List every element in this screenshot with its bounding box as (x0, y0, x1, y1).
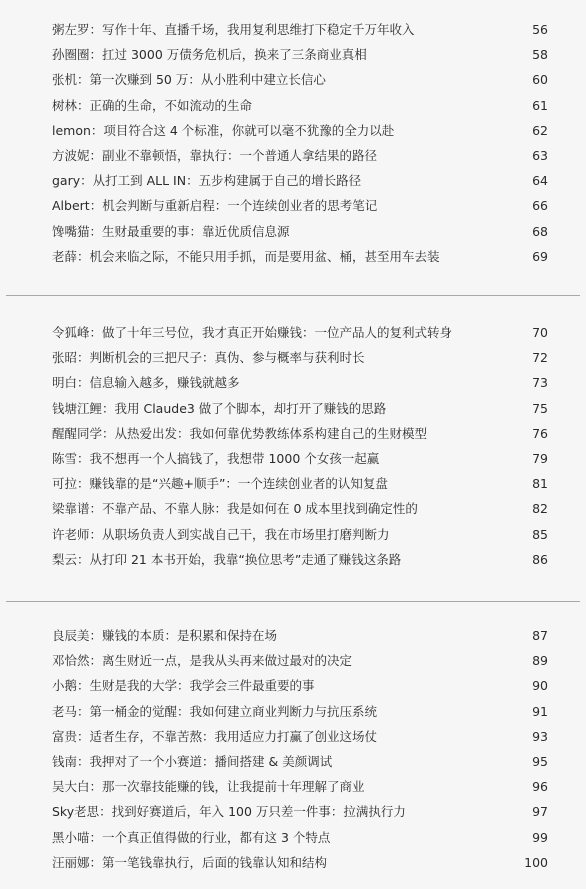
toc-entry[interactable] (0, 496, 586, 521)
toc-entry[interactable] (0, 168, 586, 193)
toc-entry[interactable] (0, 724, 586, 749)
entry-page-number: 68 (532, 223, 548, 239)
toc-entry[interactable] (0, 396, 586, 421)
entry-page-number: 100 (524, 854, 548, 870)
toc-entry[interactable] (0, 93, 586, 118)
toc-entry[interactable] (0, 648, 586, 673)
toc-entry[interactable] (0, 799, 586, 824)
toc-entry[interactable] (0, 673, 586, 698)
toc-entry[interactable] (0, 118, 586, 143)
entry-page-number: 89 (532, 653, 548, 669)
entry-page-number: 69 (532, 248, 548, 264)
entry-page-number: 66 (532, 198, 548, 214)
toc-section-1 (0, 17, 586, 269)
entry-page-number: 81 (532, 476, 548, 492)
entry-title: 方波妮：副业不靠顿悟，靠执行：一个普通人拿结果的路径 (52, 147, 378, 163)
toc-entry[interactable] (0, 825, 586, 850)
entry-title: 钱塘江鲤：我用 Claude3 做了个脚本，却打开了赚钱的思路 (52, 400, 387, 416)
toc-section-2 (0, 320, 586, 572)
toc-entry[interactable] (0, 471, 586, 496)
entry-title: 粥左罗：写作十年、直播千场，我用复利思维打下稳定千万年收入 (52, 22, 415, 37)
entry-page-number: 93 (532, 728, 548, 744)
toc-entry[interactable] (0, 143, 586, 168)
entry-title: 梨云：从打印 21 本书开始，我靠“换位思考”走通了赚钱这条路 (52, 551, 402, 567)
toc-entry[interactable] (0, 774, 586, 799)
entry-page-number: 79 (532, 450, 548, 466)
entry-page-number: 87 (532, 628, 548, 643)
entry-page-number: 72 (532, 350, 548, 366)
toc-entry[interactable] (0, 446, 586, 471)
toc-entry[interactable] (0, 320, 586, 345)
toc-entry[interactable] (0, 370, 586, 395)
entry-page-number: 96 (532, 779, 548, 795)
entry-title: 黑小喵：一个真正值得做的行业，都有这 3 个特点 (52, 829, 331, 845)
toc-entry[interactable] (0, 42, 586, 67)
entry-page-number: 63 (532, 147, 548, 163)
entry-title: 醒醒同学：从热爱出发：我如何靠优势教练体系构建自己的生财模型 (52, 425, 428, 441)
section-divider (6, 601, 580, 602)
toc-entry[interactable] (0, 244, 586, 269)
toc-entry[interactable] (0, 749, 586, 774)
entry-title: lemon：项目符合这 4 个标准，你就可以毫不犹豫的全力以赴 (52, 122, 395, 138)
entry-title: 张机：第一次赚到 50 万：从小胜利中建立长信心 (52, 72, 326, 88)
toc-entry[interactable] (0, 219, 586, 244)
toc-entry[interactable] (0, 623, 586, 648)
toc-entry[interactable] (0, 547, 586, 572)
entry-title: 许老师：从职场负责人到实战自己干，我在市场里打磨判断力 (52, 526, 390, 542)
entry-page-number: 91 (532, 703, 548, 719)
entry-page-number: 99 (532, 829, 548, 845)
entry-page-number: 73 (532, 375, 548, 391)
entry-title: 孙圈圈：扛过 3000 万债务危机后，换来了三条商业真相 (52, 47, 367, 63)
entry-page-number: 95 (532, 753, 548, 769)
entry-page-number: 76 (532, 425, 548, 441)
entry-title: 可拉：赚钱靠的是“兴趣+顺手”：一个连续创业者的认知复盘 (52, 476, 388, 492)
entry-title: 钱南：我押对了一个小赛道：播间搭建 & 美颜调试 (52, 753, 333, 769)
entry-title: Albert：机会判断与重新启程：一个连续创业者的思考笔记 (52, 198, 378, 214)
toc-entry[interactable] (0, 421, 586, 446)
entry-title: 小鹅：生财是我的大学：我学会三件最重要的事 (52, 678, 315, 694)
entry-page-number: 60 (532, 72, 548, 88)
entry-page-number: 90 (532, 678, 548, 694)
entry-title: 张昭：判断机会的三把尺子：真伪、参与概率与获利时长 (52, 350, 365, 366)
entry-page-number: 85 (532, 526, 548, 542)
entry-title: 树林：正确的生命，不如流动的生命 (52, 97, 253, 113)
entry-title: 明白：信息输入越多，赚钱就越多 (52, 375, 240, 391)
entry-page-number: 56 (532, 22, 548, 37)
toc-entry[interactable] (0, 17, 586, 42)
entry-page-number: 62 (532, 122, 548, 138)
entry-page-number: 64 (532, 173, 548, 189)
entry-title: 吴大白：那一次靠技能赚的钱，让我提前十年理解了商业 (52, 779, 365, 795)
entry-title: 令狐峰：做了十年三号位，我才真正开始赚钱：一位产品人的复利式转身 (52, 325, 453, 340)
entry-page-number: 86 (532, 551, 548, 567)
toc-entry[interactable] (0, 67, 586, 92)
toc-entry[interactable] (0, 193, 586, 218)
entry-title: Sky老思：找到好赛道后，年入 100 万只差一件事：拉满执行力 (52, 804, 406, 820)
entry-page-number: 75 (532, 400, 548, 416)
toc-section-3 (0, 623, 586, 875)
toc-entry[interactable] (0, 522, 586, 547)
entry-title: 汪丽娜：第一笔钱靠执行，后面的钱靠认知和结构 (52, 854, 328, 870)
entry-page-number: 61 (532, 97, 548, 113)
toc-entry[interactable] (0, 345, 586, 370)
entry-page-number: 70 (532, 325, 548, 340)
toc-entry[interactable] (0, 699, 586, 724)
toc-entry[interactable] (0, 850, 586, 875)
entry-title: 老马：第一桶金的觉醒：我如何建立商业判断力与抗压系统 (52, 703, 378, 719)
entry-page-number: 58 (532, 47, 548, 63)
entry-title: gary：从打工到 ALL IN：五步构建属于自己的增长路径 (52, 173, 362, 189)
entry-title: 良辰美：赚钱的本质：是积累和保持在场 (52, 628, 278, 643)
entry-title: 邓恰然：离生财近一点，是我从头再来做过最对的决定 (52, 653, 353, 669)
entry-page-number: 82 (532, 501, 548, 517)
entry-title: 馋嘴猫：生财最重要的事：靠近优质信息源 (52, 223, 290, 239)
entry-page-number: 97 (532, 804, 548, 820)
section-divider (6, 295, 580, 296)
entry-title: 老薛：机会来临之际，不能只用手抓，而是要用盆、桶，甚至用车去装 (52, 248, 440, 264)
entry-title: 陈雪：我不想再一个人搞钱了，我想带 1000 个女孩一起赢 (52, 450, 380, 466)
entry-title: 梁靠谱：不靠产品、不靠人脉：我是如何在 0 成本里找到确定性的 (52, 501, 418, 517)
entry-title: 富贵：适者生存，不靠苦熬：我用适应力打赢了创业这场仗 (52, 728, 378, 744)
